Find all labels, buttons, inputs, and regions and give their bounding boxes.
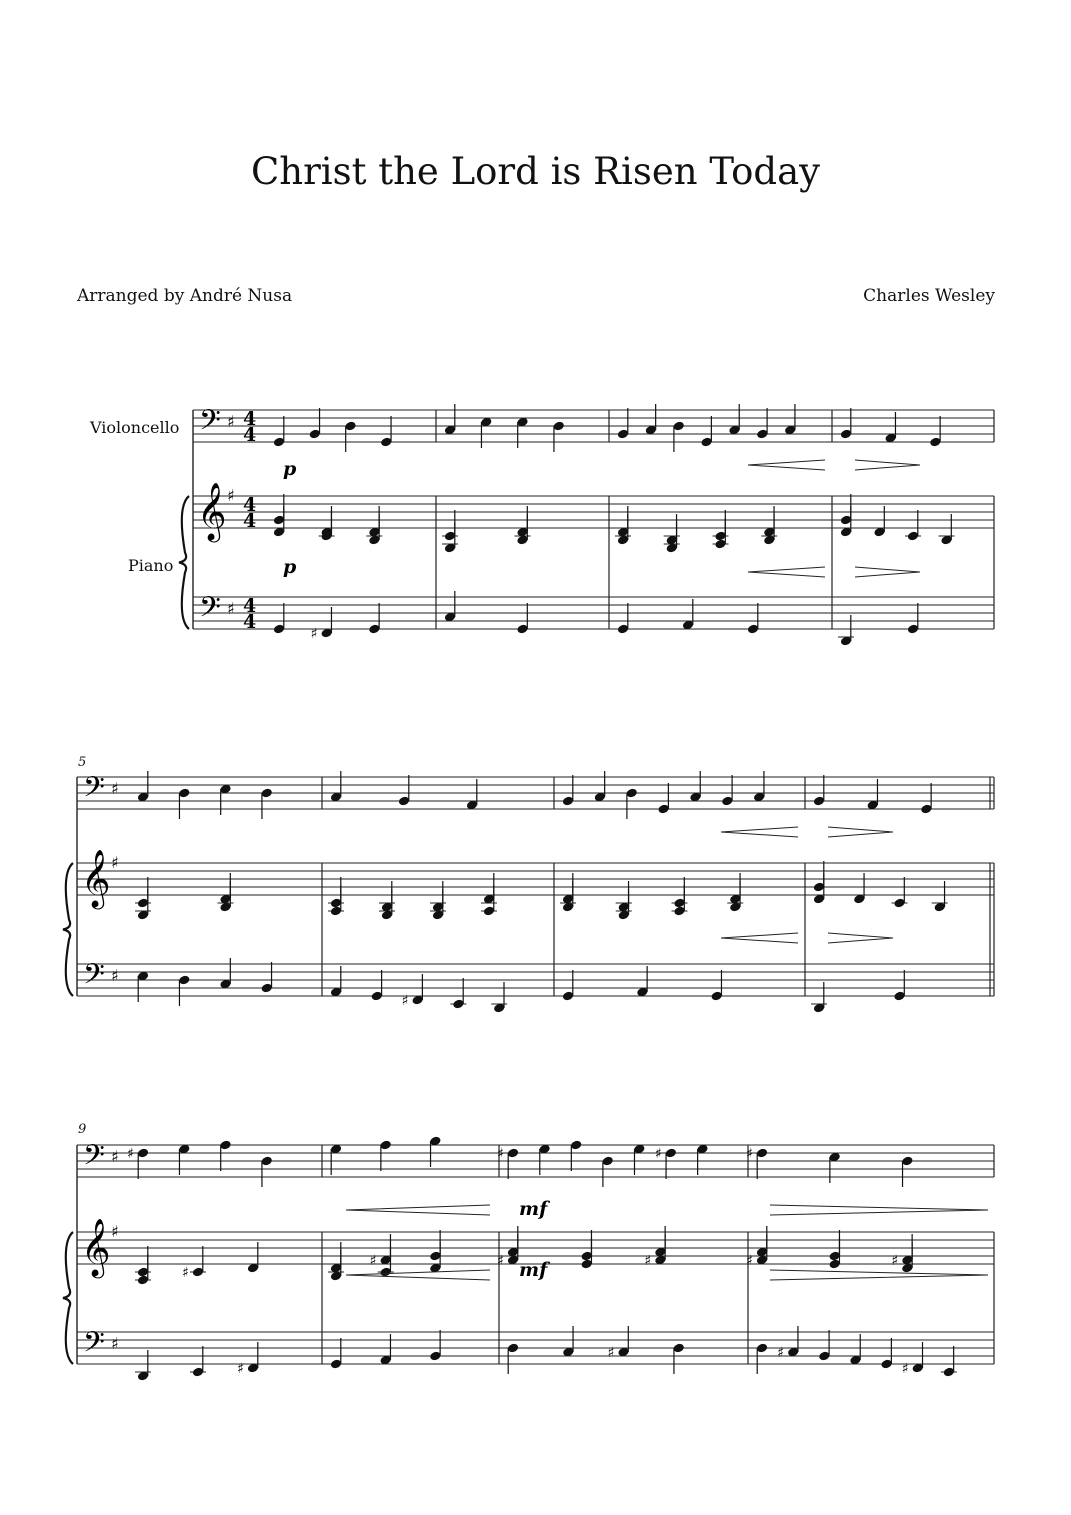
time-signature-bottom: 4 — [243, 510, 257, 532]
crescendo-hairpin — [346, 1270, 490, 1280]
time-signature-top: 4 — [243, 408, 257, 430]
bass-clef-icon: 𝄢 — [83, 1139, 105, 1179]
sharp-icon: ♯ — [401, 993, 409, 1009]
sharp-icon: ♯ — [237, 1361, 244, 1377]
markings — [283, 458, 988, 1281]
instrument-label-cello: Violoncello — [90, 418, 180, 437]
treble-clef-icon: 𝄞 — [81, 1218, 111, 1276]
measure-number-9: 9 — [78, 1122, 87, 1137]
crescendo-hairpin — [721, 827, 798, 837]
staff-lines — [63, 404, 994, 1366]
key-signature-sharp-icon: ♯ — [111, 1147, 119, 1166]
treble-clef-icon: 𝄞 — [81, 849, 111, 907]
composer-credit: Charles Wesley — [863, 286, 995, 306]
instrument-label-piano: Piano — [128, 556, 174, 575]
sharp-icon: ♯ — [891, 1253, 899, 1269]
sharp-icon: ♯ — [127, 1146, 134, 1162]
sharp-icon: ♯ — [746, 1146, 753, 1162]
sharp-icon: ♯ — [654, 1146, 662, 1162]
bass-clef-icon: 𝄢 — [199, 404, 221, 444]
sharp-icon: ♯ — [746, 1253, 753, 1269]
piano-brace — [179, 496, 189, 629]
diminuendo-hairpin — [828, 827, 893, 837]
key-signature-sharp-icon: ♯ — [227, 486, 235, 505]
crescendo-hairpin — [748, 460, 825, 470]
dynamic-mf: mf — [519, 1198, 548, 1220]
time-signature-bottom: 4 — [243, 611, 257, 633]
sharp-icon: ♯ — [369, 1253, 377, 1269]
diminuendo-hairpin — [855, 460, 920, 470]
time-signature-top: 4 — [243, 595, 257, 617]
diminuendo-hairpin — [770, 1205, 988, 1215]
sharp-icon: ♯ — [310, 626, 318, 642]
sharp-icon: ♯ — [497, 1253, 504, 1269]
bass-clef-icon: 𝄢 — [83, 958, 105, 998]
sharp-icon: ♯ — [182, 1265, 189, 1281]
sharp-icon: ♯ — [777, 1345, 784, 1361]
diminuendo-hairpin — [828, 933, 893, 943]
sharp-icon: ♯ — [901, 1361, 909, 1377]
sharp-icon: ♯ — [497, 1146, 504, 1162]
diminuendo-hairpin — [770, 1270, 988, 1280]
crescendo-hairpin — [721, 933, 798, 943]
bass-clef-icon: 𝄢 — [83, 1326, 105, 1366]
key-signature-sharp-icon: ♯ — [227, 599, 235, 618]
piano-brace — [63, 1232, 73, 1364]
bass-clef-icon: 𝄢 — [83, 771, 105, 811]
arranger-credit: Arranged by André Nusa — [77, 286, 293, 306]
piano-brace — [63, 863, 73, 996]
sharp-icon: ♯ — [607, 1345, 615, 1361]
time-signature-top: 4 — [243, 494, 257, 516]
dynamic-mf: mf — [519, 1259, 548, 1281]
key-signature-sharp-icon: ♯ — [111, 966, 119, 985]
bass-clef-icon: 𝄢 — [199, 591, 221, 631]
key-signature-sharp-icon: ♯ — [111, 1334, 119, 1353]
sharp-icon: ♯ — [644, 1253, 652, 1269]
crescendo-hairpin — [346, 1205, 490, 1215]
measure-number-5: 5 — [78, 755, 87, 770]
key-signature-sharp-icon: ♯ — [111, 779, 119, 798]
key-signature-sharp-icon: ♯ — [227, 412, 235, 431]
key-signature-sharp-icon: ♯ — [111, 853, 119, 872]
treble-clef-icon: 𝄞 — [197, 482, 227, 540]
key-signature-sharp-icon: ♯ — [111, 1222, 119, 1241]
piece-title: Christ the Lord is Risen Today — [250, 150, 821, 193]
dynamic-p: p — [283, 556, 297, 578]
time-signature-bottom: 4 — [243, 424, 257, 446]
dynamic-p: p — [283, 458, 297, 480]
crescendo-hairpin — [748, 567, 825, 577]
diminuendo-hairpin — [855, 567, 920, 577]
